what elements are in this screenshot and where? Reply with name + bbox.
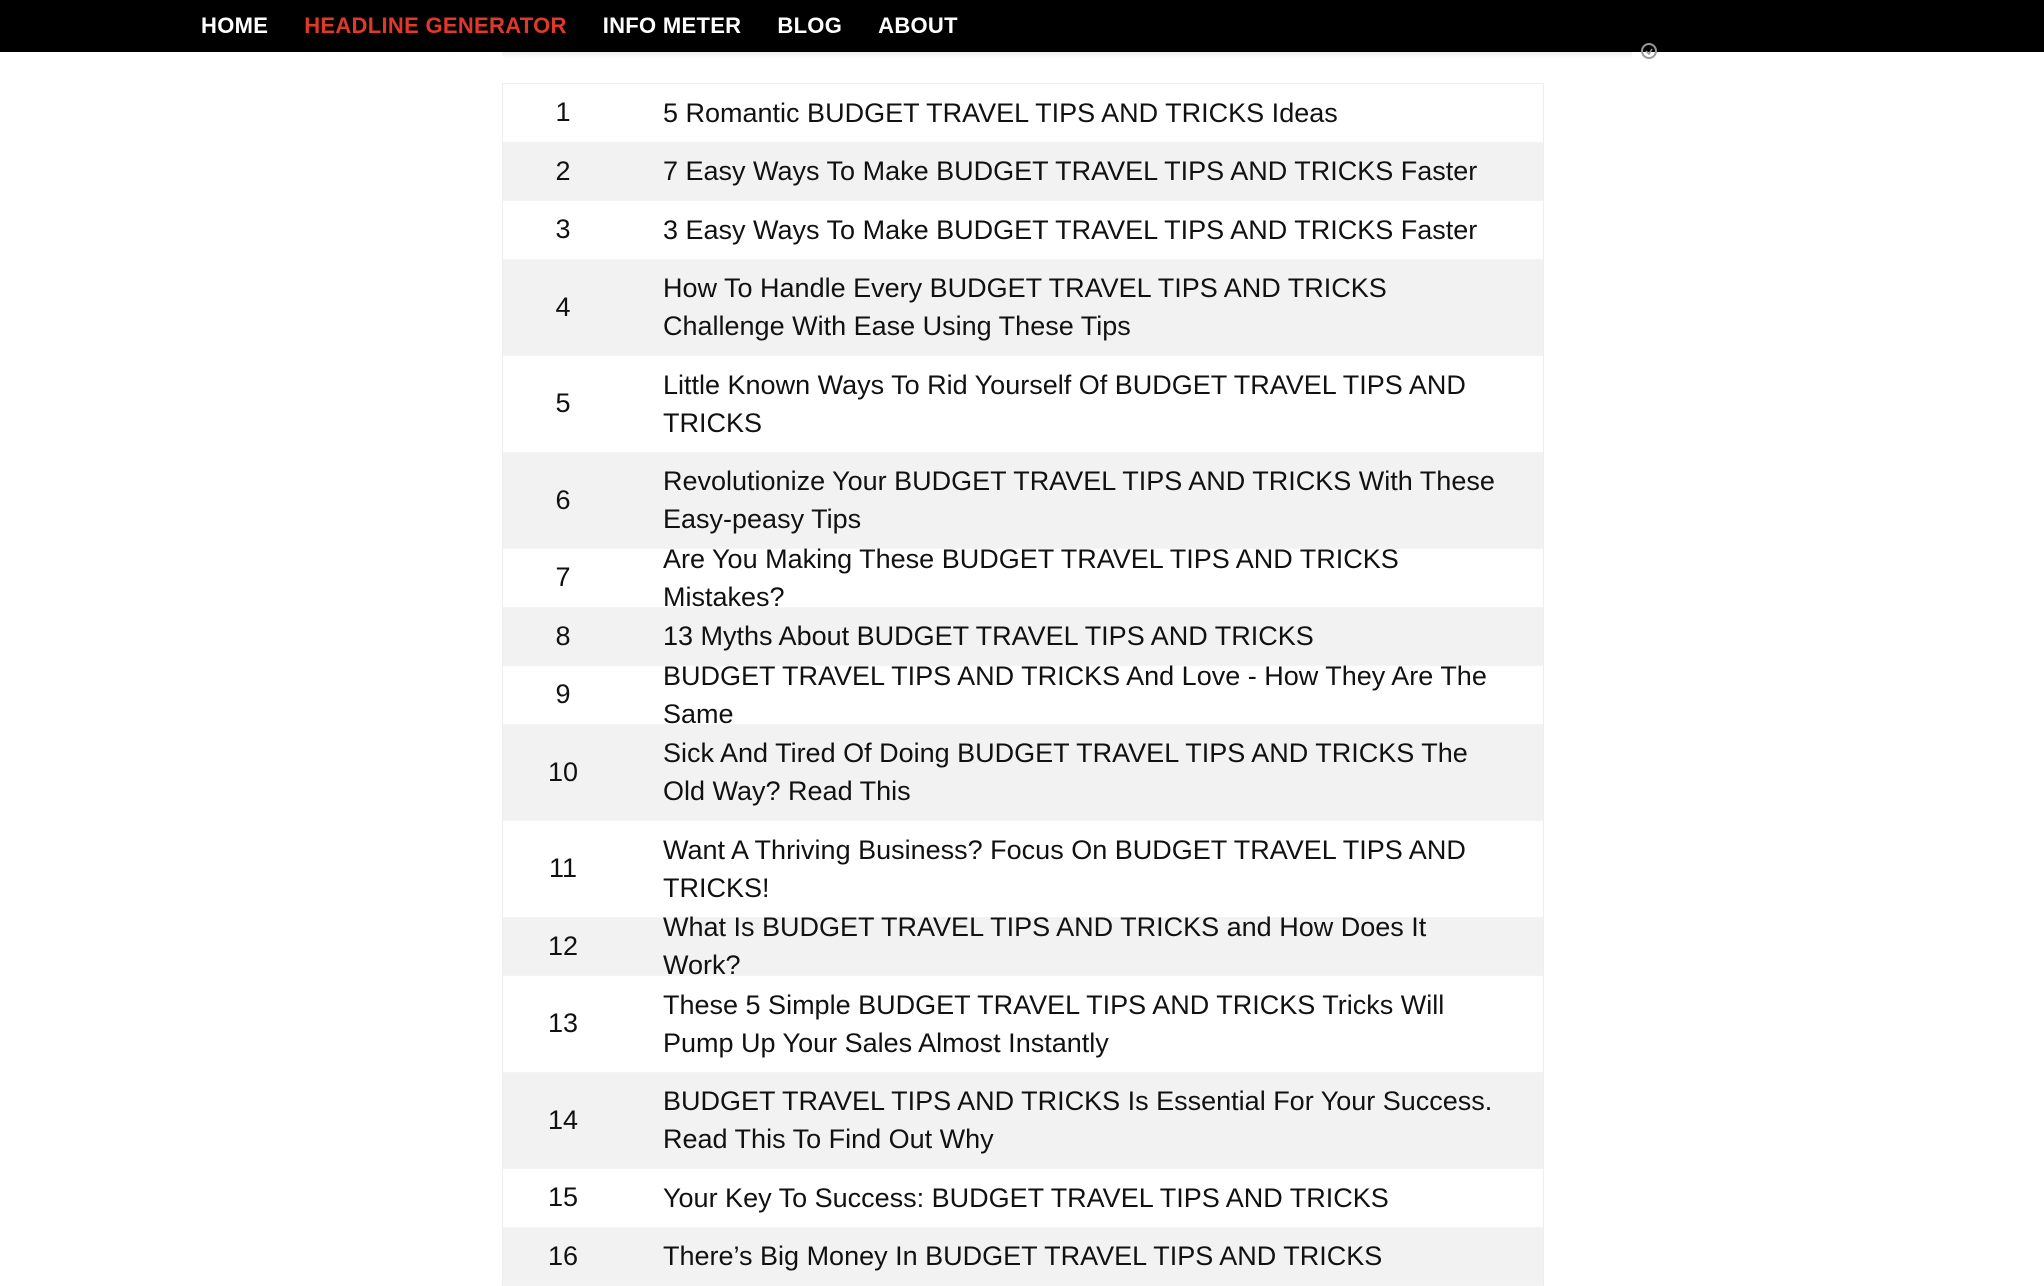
headline-text: Are You Making These BUDGET TRAVEL TIPS AND TRICKS Mistakes? <box>663 543 1399 612</box>
table-row <box>503 260 1543 357</box>
row-number: 15 <box>547 1182 579 1213</box>
table-row <box>503 1073 1543 1170</box>
nav-menu <box>201 13 994 39</box>
headline-text: Your Key To Success: BUDGET TRAVEL TIPS AND TRICKS <box>663 1182 1389 1213</box>
table-row <box>503 356 1543 453</box>
table-row <box>503 543 1543 612</box>
top-navigation-bar <box>0 0 2044 52</box>
headline-text: Want A Thriving Business? Focus On BUDGET TRAVEL TIPS AND TRICKS! <box>663 834 1466 903</box>
headline-text: 13 Myths About BUDGET TRAVEL TIPS AND TRICKS <box>663 621 1314 652</box>
headline-text: What Is BUDGET TRAVEL TIPS AND TRICKS and How Does It Work? <box>663 912 1427 981</box>
row-number: 4 <box>555 291 571 322</box>
nav-about[interactable]: ABOUT <box>878 13 958 38</box>
row-number: 7 <box>555 562 571 593</box>
headline-text: 7 Easy Ways To Make BUDGET TRAVEL TIPS AND TRICKS Faster <box>663 156 1478 187</box>
row-number: 6 <box>555 484 571 515</box>
row-number: 5 <box>555 388 571 419</box>
headline-text: 5 Romantic BUDGET TRAVEL TIPS AND TRICKS Ideas <box>663 97 1338 128</box>
reload-icon[interactable] <box>1640 42 1658 60</box>
table-row <box>503 143 1543 202</box>
row-number: 2 <box>555 155 571 186</box>
table-row <box>503 201 1543 260</box>
row-number: 9 <box>555 679 571 710</box>
headline-text: These 5 Simple BUDGET TRAVEL TIPS AND TRICKS Tricks Will Pump Up Your Sales Almost Instantly <box>663 989 1445 1058</box>
headline-text: BUDGET TRAVEL TIPS AND TRICKS And Love - How They Are The Same <box>663 660 1487 729</box>
headline-text: Revolutionize Your BUDGET TRAVEL TIPS AND TRICKS With These Easy-peasy Tips <box>663 466 1495 535</box>
row-number: 13 <box>547 1008 579 1039</box>
table-row <box>503 84 1543 143</box>
row-number: 10 <box>547 756 579 787</box>
row-number: 14 <box>547 1104 579 1135</box>
table-row <box>503 912 1543 981</box>
table-row <box>503 725 1543 822</box>
headline-text: How To Handle Every BUDGET TRAVEL TIPS AND TRICKS Challenge With Ease Using These Tips <box>663 273 1387 342</box>
nav-blog[interactable]: BLOG <box>777 13 843 38</box>
headline-text: There’s Big Money In BUDGET TRAVEL TIPS AND TRICKS <box>663 1241 1383 1272</box>
row-number: 16 <box>547 1240 579 1271</box>
nav-home[interactable]: HOME <box>201 13 269 38</box>
table-row <box>503 976 1543 1073</box>
headline-results-table <box>502 83 1544 1286</box>
row-number: 1 <box>555 97 571 128</box>
headline-text: 3 Easy Ways To Make BUDGET TRAVEL TIPS AND TRICKS Faster <box>663 214 1478 245</box>
table-row <box>503 821 1543 918</box>
nav-info-meter[interactable]: INFO METER <box>602 13 742 38</box>
panel-shadow <box>502 52 1632 58</box>
nav-headline-generator[interactable]: HEADLINE GENERATOR <box>304 13 567 38</box>
headline-text: BUDGET TRAVEL TIPS AND TRICKS Is Essential For Your Success. Read This To Find Out Why <box>663 1086 1493 1155</box>
row-number: 12 <box>547 930 579 961</box>
row-number: 8 <box>555 620 571 651</box>
table-row <box>503 1169 1543 1228</box>
table-row <box>503 1228 1543 1286</box>
table-row <box>503 453 1543 550</box>
headline-text: Little Known Ways To Rid Yourself Of BUDGET TRAVEL TIPS AND TRICKS <box>663 369 1466 438</box>
table-row <box>503 660 1543 729</box>
row-number: 3 <box>555 214 571 245</box>
headline-text: Sick And Tired Of Doing BUDGET TRAVEL TIPS AND TRICKS The Old Way? Read This <box>663 738 1468 807</box>
row-number: 11 <box>548 853 578 884</box>
